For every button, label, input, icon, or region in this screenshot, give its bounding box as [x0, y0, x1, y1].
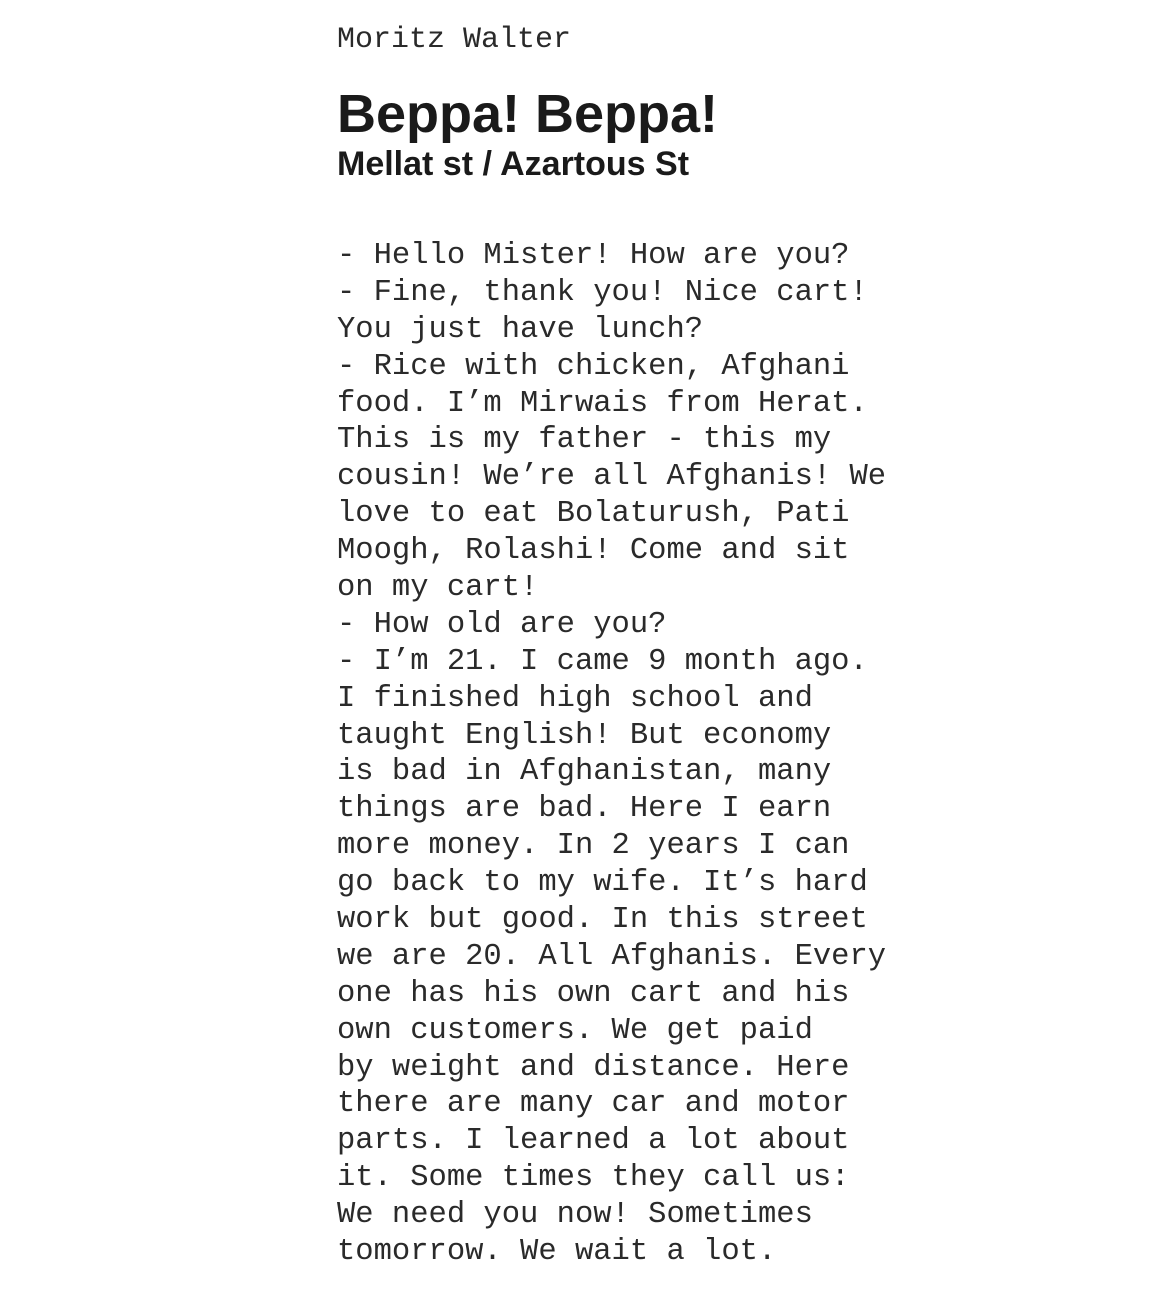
- body-line: on my cart!: [337, 571, 539, 606]
- body-line: one has his own cart and his: [337, 976, 850, 1011]
- body-line: we are 20. All Afghanis. Every: [337, 939, 887, 974]
- body-line: taught English! But economy: [337, 718, 832, 753]
- body-line: it. Some times they call us:: [337, 1161, 850, 1196]
- body-line: food. I’m Mirwais from Herat.: [337, 386, 868, 421]
- body-line: This is my father - this my: [337, 423, 832, 458]
- body-line: things are bad. Here I earn: [337, 792, 832, 827]
- body-line: - Rice with chicken, Afghani: [337, 349, 850, 384]
- body-line: parts. I learned a lot about: [337, 1124, 850, 1159]
- body-line: I finished high school and: [337, 681, 813, 716]
- body-line: go back to my wife. It’s hard: [337, 866, 868, 901]
- body-line: own customers. We get paid: [337, 1013, 813, 1048]
- body-line: You just have lunch?: [337, 312, 704, 347]
- body-line: We need you now! Sometimes: [337, 1198, 813, 1233]
- body-line: there are many car and motor: [337, 1087, 850, 1122]
- body-line: is bad in Afghanistan, many: [337, 755, 832, 790]
- body-line: - How old are you?: [337, 607, 667, 642]
- body-line: by weight and distance. Here: [337, 1050, 850, 1085]
- body-line: - I’m 21. I came 9 month ago.: [337, 644, 868, 679]
- body-line: Moogh, Rolashi! Come and sit: [337, 534, 850, 569]
- body-line: tomorrow. We wait a lot.: [337, 1235, 777, 1270]
- body-line: - Fine, thank you! Nice cart!: [337, 275, 868, 310]
- article-body: [337, 238, 886, 1271]
- article-title: Beppa! Beppa!: [337, 84, 719, 144]
- article-subtitle: Mellat st / Azartous St: [337, 145, 690, 183]
- body-line: love to eat Bolaturush, Pati: [337, 497, 850, 532]
- body-line: cousin! We’re all Afghanis! We: [337, 460, 887, 495]
- body-line: more money. In 2 years I can: [337, 829, 850, 864]
- body-line: - Hello Mister! How are you?: [337, 239, 850, 273]
- body-line: work but good. In this street: [337, 903, 868, 938]
- author-name: Moritz Walter: [337, 23, 572, 57]
